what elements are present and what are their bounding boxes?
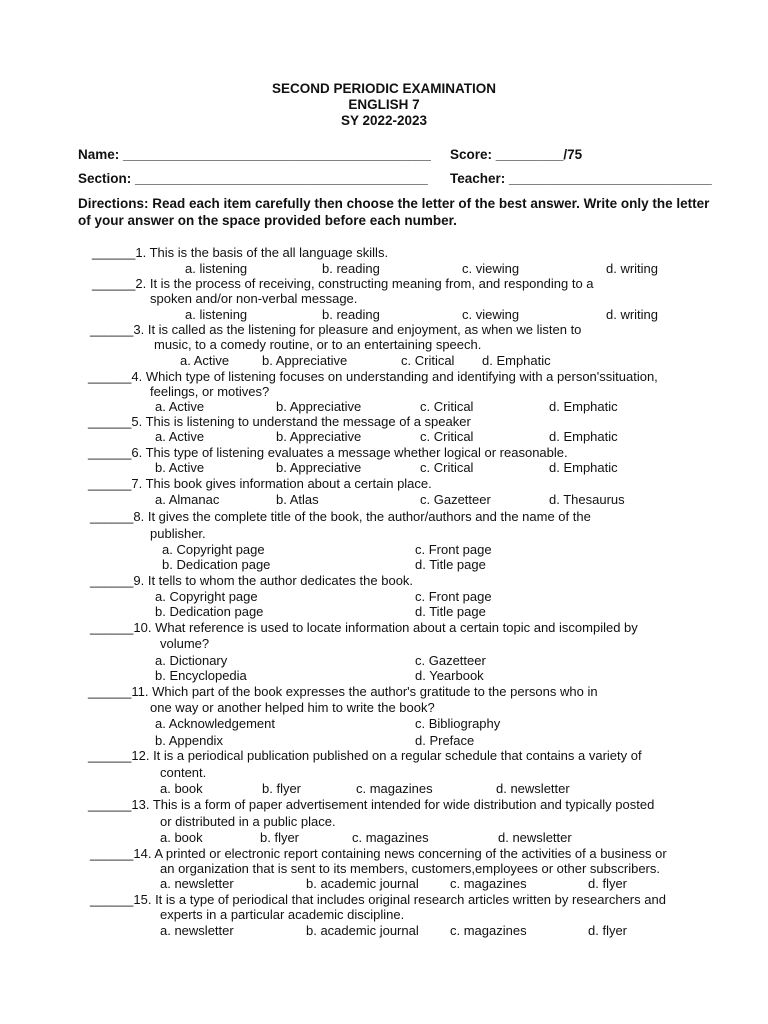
- option: c. Front page: [415, 589, 492, 604]
- question-14-cont: an organization that is sent to its members, customers,employees or other subscribers.: [160, 861, 660, 876]
- option: c. Critical: [401, 353, 455, 368]
- option: a. Active: [180, 353, 230, 368]
- option: b. academic journal: [306, 923, 419, 938]
- option: d. newsletter: [496, 781, 570, 796]
- exam-title: SECOND PERIODIC EXAMINATION: [271, 81, 496, 96]
- option: a. Copyright page: [162, 542, 265, 557]
- option: a. book: [160, 781, 203, 796]
- question-12-cont: content.: [160, 765, 207, 780]
- option: d. writing: [606, 307, 659, 322]
- question-10: ______10. What reference is used to locate information about a certain topic and iscompiled by: [90, 620, 638, 635]
- option: d. Emphatic: [482, 353, 551, 368]
- question-8: ______8. It gives the complete title of the book, the author/authors and the name of the: [90, 509, 591, 524]
- option: c. Critical: [420, 429, 474, 444]
- option: c. viewing: [462, 307, 520, 322]
- question-14: ______14. A printed or electronic report containing news concerning of the activities of a business or: [90, 846, 667, 861]
- option: b. reading: [322, 261, 380, 276]
- name-field: Name: _________________________________________: [78, 147, 431, 162]
- option: d. Emphatic: [549, 460, 618, 475]
- question-3-cont: music, to a comedy routine, or to an entertaining speech.: [154, 337, 482, 352]
- question-11: ______11. Which part of the book expresses the author's gratitude to the persons who in: [88, 684, 598, 699]
- option: d. Emphatic: [549, 399, 618, 414]
- option: a. Dictionary: [155, 653, 228, 668]
- option: b. Dedication page: [155, 604, 264, 619]
- question-9: ______9. It tells to whom the author dedicates the book.: [90, 573, 414, 588]
- question-5: ______5. This is listening to understand the message of a speaker: [88, 414, 471, 429]
- option: a. Acknowledgement: [155, 716, 275, 731]
- question-3: ______3. It is called as the listening for pleasure and enjoyment, as when we listen to: [90, 322, 582, 337]
- directions: Directions: Read each item carefully then choose the letter of the best answer. Write only the letter of your answer on the space provided before each number.: [78, 196, 710, 228]
- option: d. flyer: [588, 923, 628, 938]
- option: d. Title page: [415, 557, 486, 572]
- option: b. Appreciative: [276, 460, 362, 475]
- exam-subject: ENGLISH 7: [348, 97, 420, 112]
- option: b. Encyclopedia: [155, 668, 247, 683]
- question-4: ______4. Which type of listening focuses on understanding and identifying with a person'ssituation,: [88, 369, 658, 384]
- option: c. Gazetteer: [420, 492, 491, 507]
- question-10-cont: volume?: [160, 636, 210, 651]
- option: c. Bibliography: [415, 716, 501, 731]
- question-8-cont: publisher.: [150, 526, 206, 541]
- option: b. Appreciative: [262, 353, 348, 368]
- option: a. listening: [185, 307, 248, 322]
- option: a. Copyright page: [155, 589, 258, 604]
- option: a. Active: [155, 399, 205, 414]
- option: b. Appendix: [155, 733, 223, 748]
- option: b. flyer: [262, 781, 302, 796]
- question-2-cont: spoken and/or non-verbal message.: [150, 291, 358, 306]
- option: d. writing: [606, 261, 659, 276]
- option: b. flyer: [260, 830, 300, 845]
- option: a. book: [160, 830, 203, 845]
- question-15-cont: experts in a particular academic discipline.: [160, 907, 405, 922]
- option: b. reading: [322, 307, 380, 322]
- option: c. viewing: [462, 261, 520, 276]
- option: b. Dedication page: [162, 557, 271, 572]
- option: a. listening: [185, 261, 248, 276]
- question-11-cont: one way or another helped him to write the book?: [150, 700, 435, 715]
- question-1: ______1. This is the basis of the all language skills.: [92, 245, 389, 260]
- question-7: ______7. This book gives information about a certain place.: [88, 476, 432, 491]
- option: d. Title page: [415, 604, 486, 619]
- option: d. Thesaurus: [549, 492, 625, 507]
- option: b. Appreciative: [276, 399, 362, 414]
- option: a. newsletter: [160, 876, 234, 891]
- option: d. Yearbook: [415, 668, 484, 683]
- option: d. flyer: [588, 876, 628, 891]
- question-2: ______2. It is the process of receiving, constructing meaning from, and responding to a: [92, 276, 594, 291]
- exam-school-year: SY 2022-2023: [340, 113, 428, 128]
- teacher-field: Teacher: ___________________________: [450, 171, 712, 186]
- option: c. magazines: [352, 830, 429, 845]
- option: c. Front page: [415, 542, 492, 557]
- question-13-cont: or distributed in a public place.: [160, 814, 336, 829]
- section-field: Section: _______________________________________: [78, 171, 428, 186]
- option: a. Active: [155, 429, 205, 444]
- question-12: ______12. It is a periodical publication published on a regular schedule that contains a variety of: [88, 748, 642, 763]
- option: b. Atlas: [276, 492, 319, 507]
- option: b. Active: [155, 460, 205, 475]
- question-4-cont: feelings, or motives?: [150, 384, 270, 399]
- option: c. Critical: [420, 460, 474, 475]
- option: a. newsletter: [160, 923, 234, 938]
- option: c. magazines: [450, 923, 527, 938]
- question-15: ______15. It is a type of periodical that includes original research articles written by researchers and: [90, 892, 666, 907]
- question-13: ______13. This is a form of paper advertisement intended for wide distribution and typically posted: [88, 797, 655, 812]
- option: b. Appreciative: [276, 429, 362, 444]
- option: d. Emphatic: [549, 429, 618, 444]
- option: a. Almanac: [155, 492, 220, 507]
- option: c. magazines: [450, 876, 527, 891]
- option: c. Critical: [420, 399, 474, 414]
- option: d. newsletter: [498, 830, 572, 845]
- option: d. Preface: [415, 733, 475, 748]
- option: b. academic journal: [306, 876, 419, 891]
- option: c. Gazetteer: [415, 653, 486, 668]
- option: c. magazines: [356, 781, 433, 796]
- score-field: Score: _________/75: [450, 147, 583, 162]
- question-6: ______6. This type of listening evaluates a message whether logical or reasonable.: [88, 445, 568, 460]
